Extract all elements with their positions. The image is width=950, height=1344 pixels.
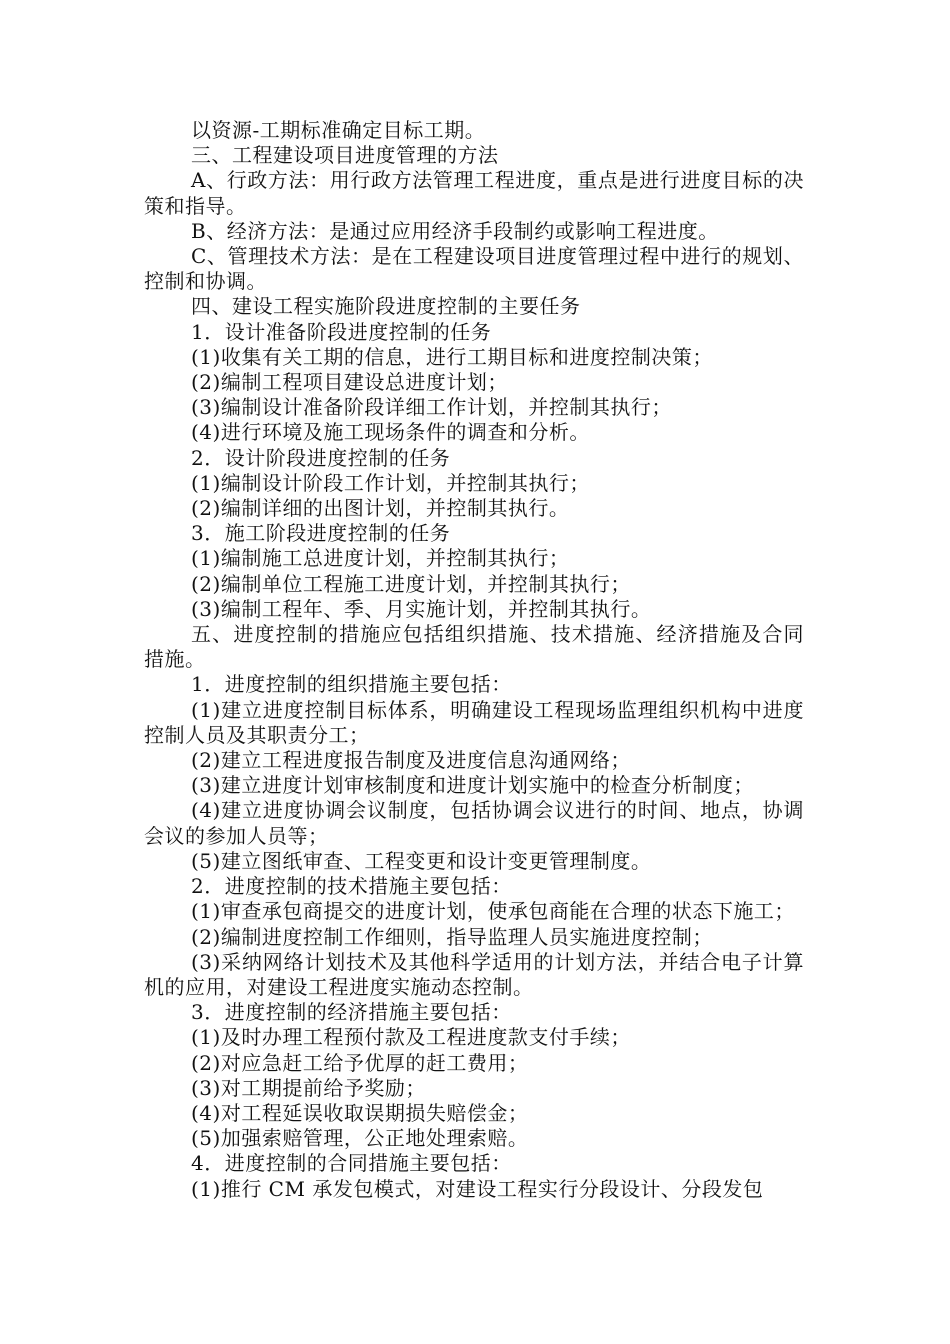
list-item: (5)加强索赔管理，公正地处理索赔。 bbox=[191, 1126, 529, 1151]
list-item: (5)建立图纸审查、工程变更和设计变更管理制度。 bbox=[191, 848, 652, 873]
paragraph: C、管理技术方法：是在工程建设项目进度管理过程中进行的规划、控制和协调。 bbox=[144, 244, 804, 294]
document-body bbox=[144, 118, 804, 1202]
list-item: (1)编制设计阶段工作计划，并控制其执行； bbox=[191, 470, 590, 495]
list-item: (4)建立进度协调会议制度，包括协调会议进行的时间、地点，协调会议的参加人员等； bbox=[144, 798, 804, 848]
subsection-heading: 1．设计准备阶段进度控制的任务 bbox=[191, 319, 492, 344]
list-item: (3)编制设计准备阶段详细工作计划，并控制其执行； bbox=[191, 395, 672, 420]
list-item: (3)建立进度计划审核制度和进度计划实施中的检查分析制度； bbox=[191, 773, 754, 798]
list-item: (2)建立工程进度报告制度及进度信息沟通网络； bbox=[191, 748, 631, 773]
list-item: (2)编制详细的出图计划，并控制其执行。 bbox=[191, 496, 570, 521]
list-item: (2)对应急赶工给予优厚的赶工费用； bbox=[191, 1050, 529, 1075]
subsection-heading: 2．设计阶段进度控制的任务 bbox=[191, 445, 451, 470]
list-item: (1)收集有关工期的信息，进行工期目标和进度控制决策； bbox=[191, 344, 713, 369]
list-item: (1)推行 CM 承发包模式，对建设工程实行分段设计、分段发包 bbox=[191, 1176, 764, 1201]
list-item: (1)编制施工总进度计划，并控制其执行； bbox=[191, 546, 570, 571]
section-heading: 三、工程建设项目进度管理的方法 bbox=[191, 143, 499, 168]
list-item: (2)编制工程项目建设总进度计划； bbox=[191, 370, 508, 395]
list-item: (1)及时办理工程预付款及工程进度款支付手续； bbox=[191, 1025, 631, 1050]
paragraph: B、经济方法：是通过应用经济手段制约或影响工程进度。 bbox=[191, 218, 719, 243]
section-heading: 四、建设工程实施阶段进度控制的主要任务 bbox=[191, 294, 581, 319]
paragraph: A、行政方法：用行政方法管理工程进度，重点是进行进度目标的决策和指导。 bbox=[144, 168, 804, 218]
list-item: (2)编制进度控制工作细则，指导监理人员实施进度控制； bbox=[191, 924, 713, 949]
list-item: (3)编制工程年、季、月实施计划，并控制其执行。 bbox=[191, 596, 652, 621]
subsection-heading: 3．施工阶段进度控制的任务 bbox=[191, 521, 451, 546]
list-item: (3)采纳网络计划技术及其他科学适用的计划方法，并结合电子计算机的应用，对建设工程进度实施动态控制。 bbox=[144, 949, 804, 999]
subsection-heading: 3．进度控制的经济措施主要包括： bbox=[191, 1000, 512, 1025]
subsection-heading: 1．进度控制的组织措施主要包括： bbox=[191, 672, 512, 697]
list-item: (1)建立进度控制目标体系，明确建设工程现场监理组织机构中进度控制人员及其职责分工； bbox=[144, 697, 804, 747]
list-item: (4)进行环境及施工现场条件的调查和分析。 bbox=[191, 420, 590, 445]
list-item: (1)审查承包商提交的进度计划，使承包商能在合理的状态下施工； bbox=[191, 899, 795, 924]
section-heading: 五、进度控制的措施应包括组织措施、技术措施、经济措施及合同措施。 bbox=[144, 622, 804, 672]
paragraph: 以资源-工期标准确定目标工期。 bbox=[191, 118, 486, 142]
list-item: (4)对工程延误收取误期损失赔偿金； bbox=[191, 1100, 529, 1125]
subsection-heading: 4．进度控制的合同措施主要包括： bbox=[191, 1151, 512, 1176]
subsection-heading: 2．进度控制的技术措施主要包括： bbox=[191, 874, 512, 899]
list-item: (2)编制单位工程施工进度计划，并控制其执行； bbox=[191, 571, 631, 596]
list-item: (3)对工期提前给予奖励； bbox=[191, 1075, 426, 1100]
